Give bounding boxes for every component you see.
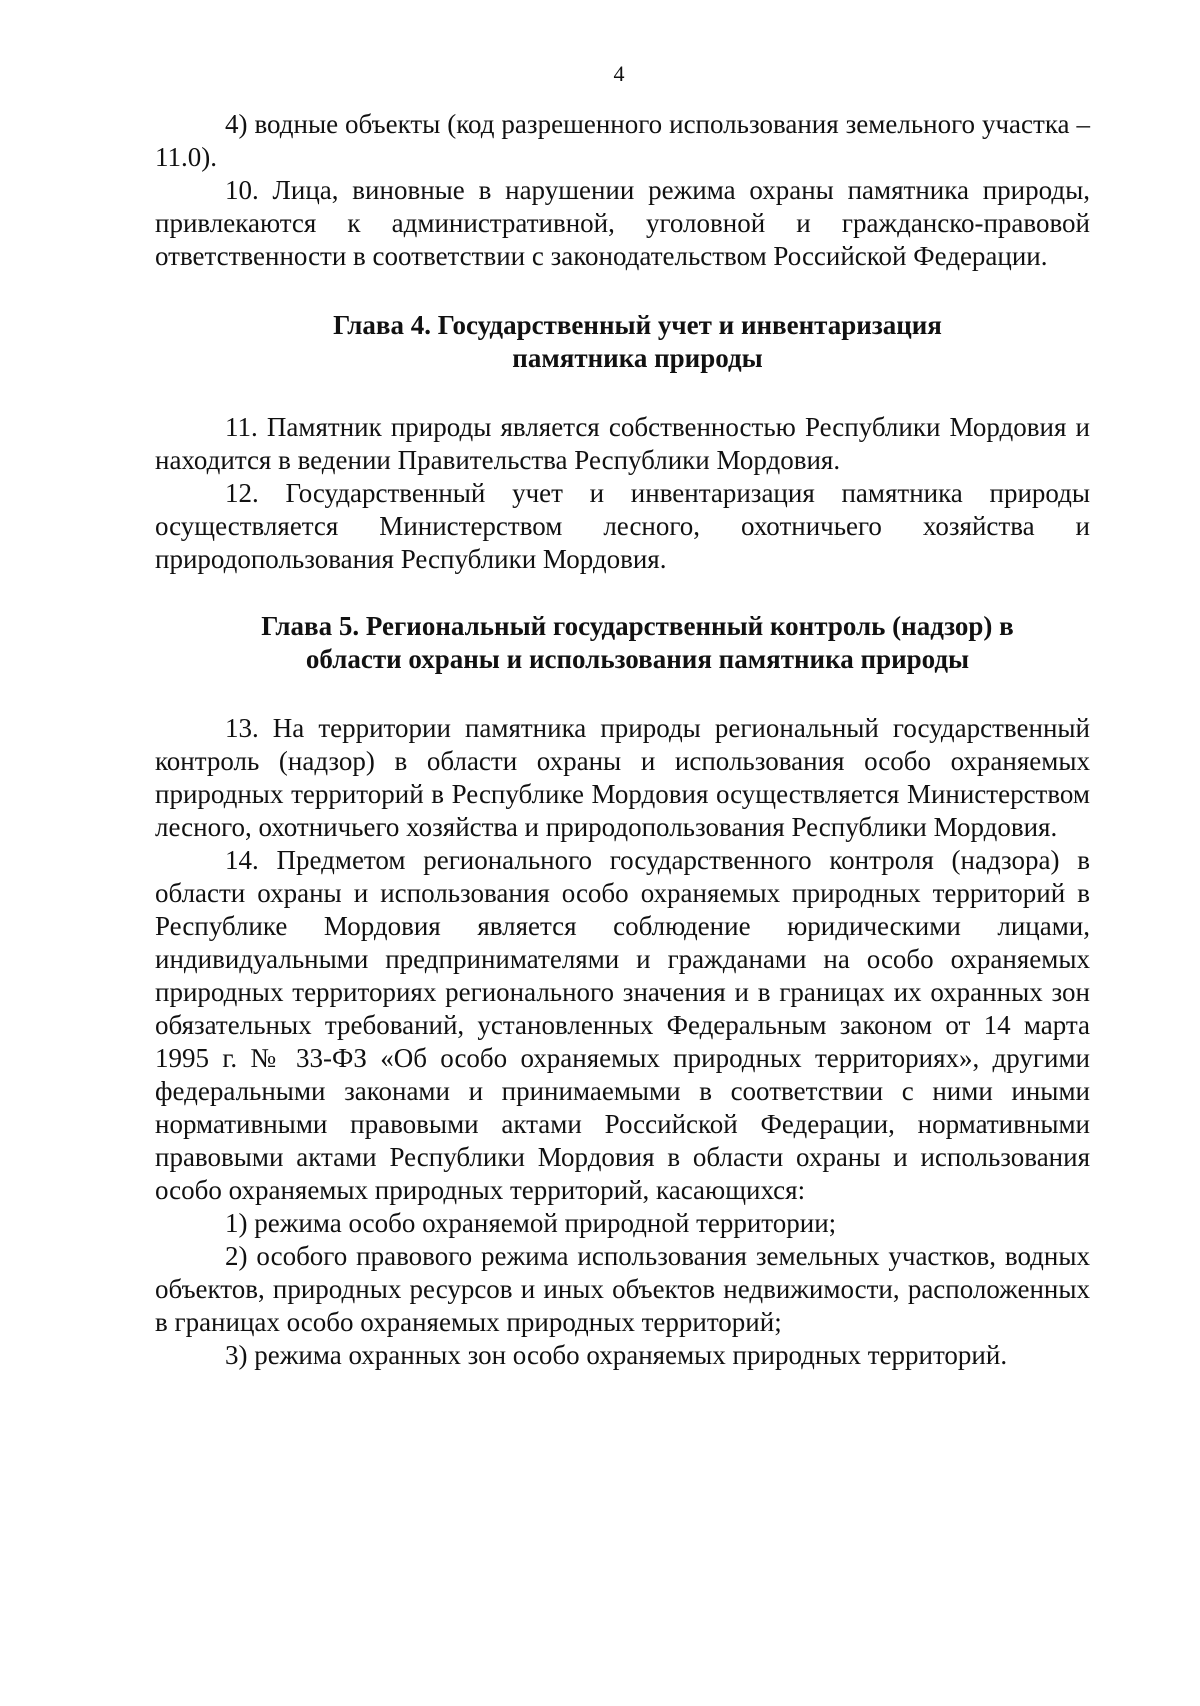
list-item-2-legal-regime: 2) особого правового режима использования земельных участков, водных объектов, природных ресурсов и иных объектов недвижимости, расположенных в границах особо охраняемых природных территорий;	[155, 1241, 1090, 1337]
chapter-5-title-line-2: области охраны и использования памятника природы	[305, 644, 970, 674]
chapter-4-title	[155, 309, 1090, 375]
list-item-3-buffer-zones: 3) режима охранных зон особо охраняемых природных территорий.	[225, 1340, 1008, 1370]
chapter-4-title-line-2: памятника природы	[512, 343, 763, 373]
chapter-5-title	[155, 610, 1090, 676]
list-item-1-regime: 1) режима особо охраняемой природной территории;	[225, 1208, 837, 1238]
page-number: 4	[613, 61, 625, 86]
paragraph-10-liability: 10. Лица, виновные в нарушении режима охраны памятника природы, привлекаются к административной, уголовной и гражданско-правовой ответственности в соответствии с законодательством Российской Федерации.	[155, 175, 1090, 271]
paragraph-14-subject: 14. Предметом регионального государственного контроля (надзора) в области охраны и использования особо охраняемых природных территорий в Республике Мордовия является соблюдение юридическими лицами, индивидуальными предпринимателями и гражданами на особо охраняемых природных территориях регионального значения и в границах их охранных зон обязательных требований, установленных Федеральным законом от 14 марта 1995 г. № 33-ФЗ «Об особо охраняемых природных территориях», другими федеральными законами и принимаемыми в соответствии с ними иными нормативными правовыми актами Российской Федерации, нормативными правовыми актами Республики Мордовия в области охраны и использования особо охраняемых природных территорий, касающихся:	[155, 845, 1090, 1205]
chapter-5-title-line-1: Глава 5. Региональный государственный контроль (надзор) в	[261, 611, 1014, 641]
list-item-water-objects: 4) водные объекты (код разрешенного использования земельного участка – 11.0).	[155, 109, 1090, 172]
chapter-4-title-line-1: Глава 4. Государственный учет и инвентаризация	[333, 310, 942, 340]
paragraph-13-control: 13. На территории памятника природы региональный государственный контроль (надзор) в области охраны и использования особо охраняемых природных территорий в Республике Мордовия осуществляется Министерством лесного, охотничьего хозяйства и природопользования Республики Мордовия.	[155, 713, 1090, 842]
paragraph-12-inventory: 12. Государственный учет и инвентаризация памятника природы осуществляется Министерством лесного, охотничьего хозяйства и природопользования Республики Мордовия.	[155, 478, 1090, 574]
paragraph-11-ownership: 11. Памятник природы является собственностью Республики Мордовия и находится в ведении Правительства Республики Мордовия.	[155, 412, 1090, 475]
document-body	[155, 108, 1090, 1372]
